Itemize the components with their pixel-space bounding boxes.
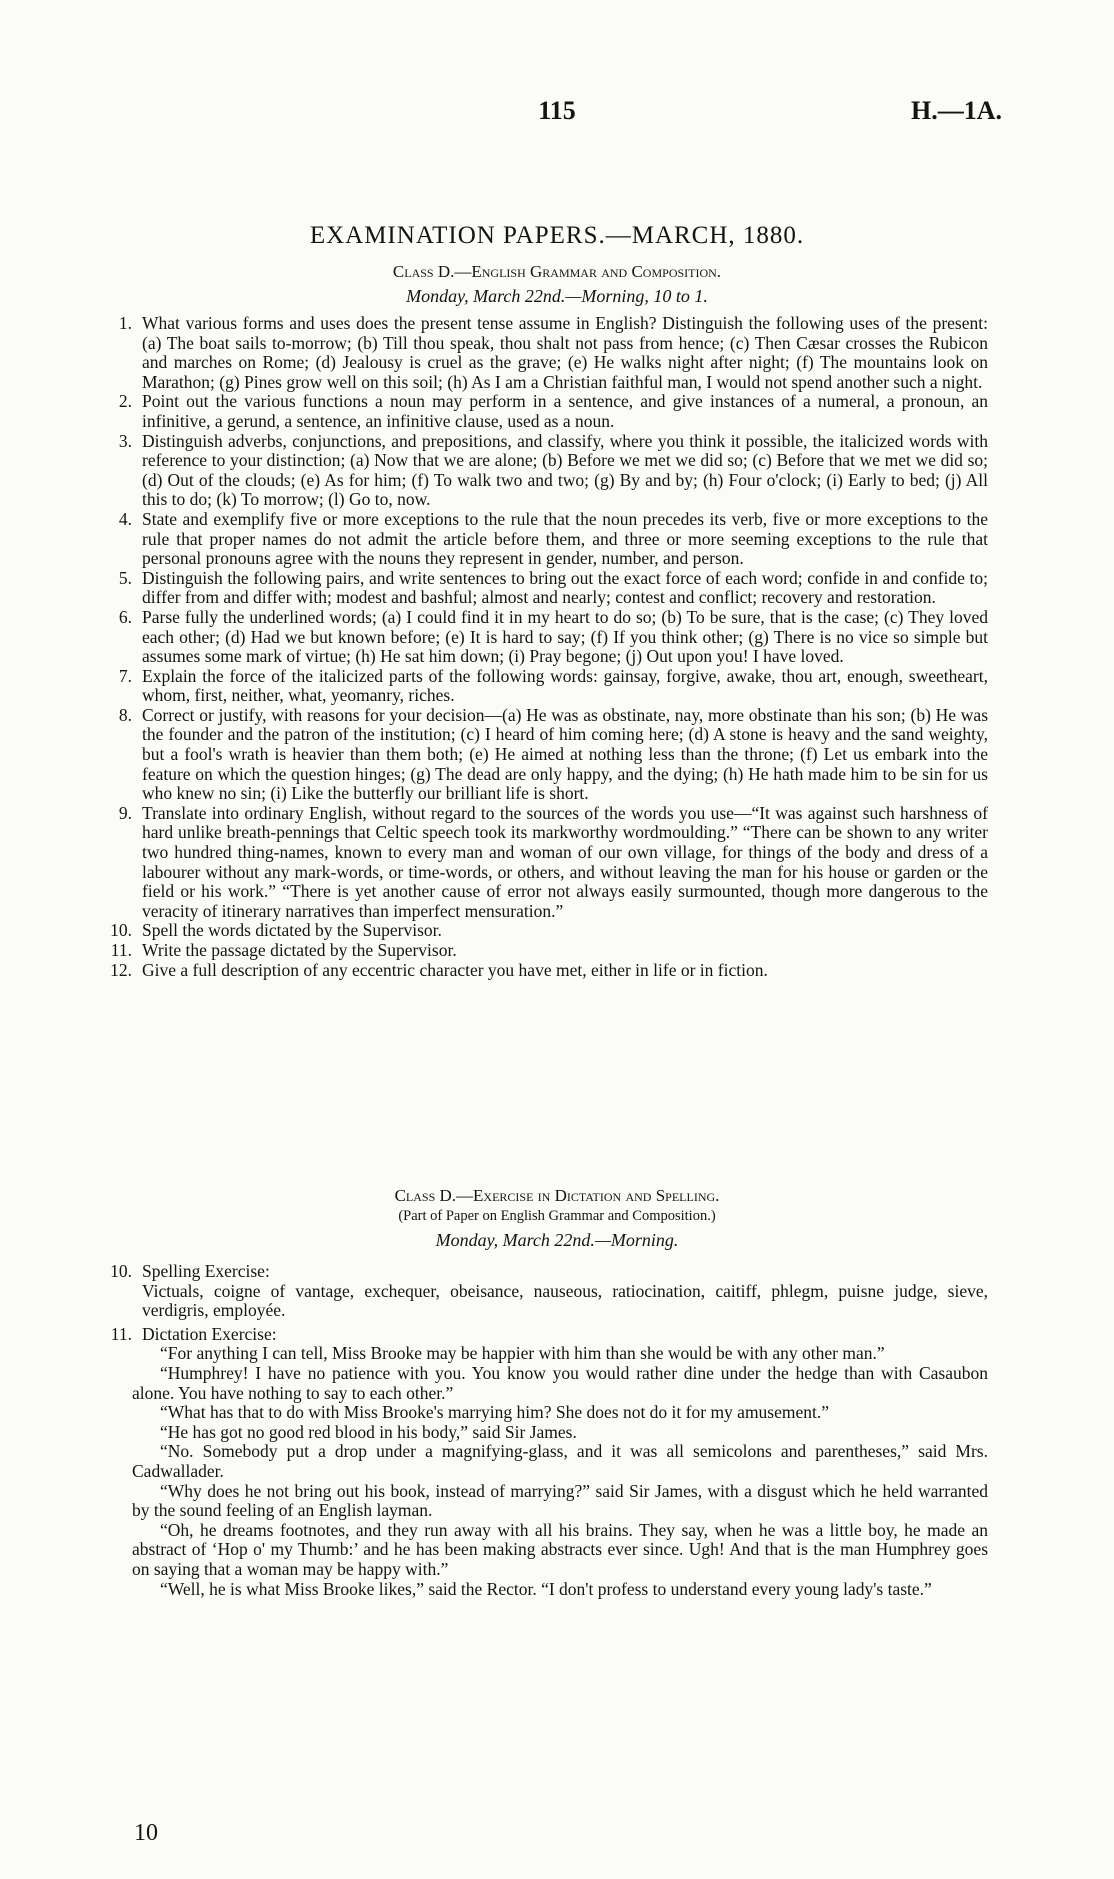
question-number: 6. [118, 606, 132, 627]
question-text: Parse fully the underlined words; (a) I could find it in my heart to do so; (b) To be sure, that is the case; (c) They loved each other; (d) Had we but known before; (e) It is hard to say; (f) If you think other; (g) There is no vice so simple but assumes some mark of virtue; (h) He sat him down; (i) Pray begone; (j) Out upon you! I have loved. [142, 606, 988, 667]
page-title: EXAMINATION PAPERS.—MARCH, 1880. [309, 222, 805, 249]
question-text: State and exemplify five or more exceptions to the rule that the noun precedes its verb, five or more exceptions to the rule that proper names do not admit the article before them, and three or more seeming exceptions to the rule that personal pronouns agree with the nouns they represent in gender, number, and person. [142, 508, 988, 569]
question-item [88, 314, 988, 392]
section2-date: Monday, March 22nd.—Morning. [435, 1230, 679, 1250]
section2-subheading: (Part of Paper on English Grammar and Composition.) [398, 1208, 716, 1224]
question-number: 9. [118, 802, 132, 823]
dictation-paragraph: “No. Somebody put a drop under a magnifying-glass, and it was all semicolons and parentheses,” said Mrs. Cadwallader. [132, 1441, 988, 1481]
section2-heading: Class D.—Exercise in Dictation and Spelling. [394, 1186, 720, 1205]
question-number: 11. [110, 940, 132, 960]
question-number: 1. [118, 313, 132, 333]
dictation-paragraph: “Humphrey! I have no patience with you. You know you would rather dine under the hedge than with Casaubon alone. You have nothing to say to each other.” [132, 1362, 988, 1403]
question-item [88, 667, 988, 706]
spelling-word-list: Victuals, coigne of vantage, exchequer, obeisance, nauseous, ratiocination, caitiff, phlegm, puisne judge, sieve, verdigris, employée. [142, 1280, 988, 1321]
dictation-paragraph: “Well, he is what Miss Brooke likes,” said the Rector. “I don't profess to understand every young lady's taste.” [160, 1578, 932, 1599]
question-number: 10. [110, 920, 132, 941]
question-number: 4. [118, 508, 132, 529]
question-item [88, 510, 988, 569]
dictation-paragraph: “He has got no good red blood in his body,” said Sir James. [160, 1421, 577, 1442]
question-item [88, 941, 988, 961]
question-text: What various forms and uses does the present tense assume in English? Distinguish the following uses of the present: (a) The boat sails to-morrow; (b) Till thou speak, thou shalt not pass from hence; (c) Then Cæsar crosses the Rubicon and marches on Rome; (d) Jealousy is cruel as the grave; (e) He walks night after night; (f) The mountains look on Marathon; (g) Pines grow well on this soil; (h) As I am a Christian faithful man, I would not spend another such a night. [142, 313, 988, 392]
question-number: 3. [118, 430, 132, 451]
question-item [88, 706, 988, 804]
question-number: 2. [118, 391, 132, 412]
item-number: 10. [110, 1261, 132, 1281]
question-item [88, 392, 988, 431]
item-label: Dictation Exercise: [142, 1323, 277, 1344]
question-text: Write the passage dictated by the Supervisor. [142, 940, 457, 960]
dictation-paragraph: “For anything I can tell, Miss Brooke may be happier with him than she would be with any other man.” [160, 1343, 885, 1364]
question-text: Give a full description of any eccentric character you have met, either in life or in fiction. [142, 959, 768, 980]
question-number: 7. [118, 665, 132, 686]
question-item [88, 608, 988, 667]
question-text: Point out the various functions a noun may perform in a sentence, and give instances of a numeral, a pronoun, an infinitive, a gerund, a sentence, an infinitive clause, used as a noun. [142, 391, 988, 431]
question-item [88, 569, 988, 608]
parliamentary-paper-reference: H.—1A. [911, 96, 1002, 125]
question-number: 8. [118, 704, 132, 725]
section1-date: Monday, March 22nd.—Morning, 10 to 1. [406, 286, 708, 306]
question-text: Spell the words dictated by the Supervisor. [142, 920, 442, 941]
dictation-paragraph: “Oh, he dreams footnotes, and they run away with all his brains. They say, when he was a little boy, he made an abstract of ‘Hop o' my Thumb:’ and he has been making abstracts ever since. Ugh! And that is the man Humphrey goes on saying that a woman may be happy with.” [132, 1519, 988, 1579]
question-text: Explain the force of the italicized parts of the following words: gainsay, forgive, awake, thou art, enough, sweetheart, whom, first, neither, what, yeomanry, riches. [142, 665, 988, 706]
question-text: Distinguish adverbs, conjunctions, and prepositions, and classify, where you think it possible, the italicized words with reference to your distinction; (a) Now that we are alone; (b) Before we met we did so; (c) Before that we met we did so; (d) Out of the clouds; (e) As for him; (f) To walk two and two; (g) By and by; (h) Four o'clock; (i) Early to bed; (j) All this to do; (k) To morrow; (l) Go to, now. [142, 430, 988, 510]
item-number: 11. [110, 1323, 132, 1344]
dictation-exercise [88, 1325, 988, 1345]
question-item [88, 804, 988, 922]
dictation-paragraph: “What has that to do with Miss Brooke's marrying him? She does not do it for my amusement.” [160, 1402, 830, 1423]
question-item [88, 961, 988, 981]
question-text: Distinguish the following pairs, and write sentences to bring out the exact force of each word; confide in and confide to; differ from and differ with; modest and bashful; almost and nearly; contest and conflict; recovery and restoration. [142, 567, 988, 608]
dictation-passage [88, 1344, 988, 1599]
question-item [88, 432, 988, 510]
question-text: Translate into ordinary English, without regard to the sources of the words you use—“It was against such harshness of hard unlike breath-pennings that Celtic speech took its markworthy wordmoulding.” “There can be shown to any writer two hundred thing-names, known to every man and woman of our own village, for things of the body and dress of a labourer without any mark-words, or time-words, or others, and without leaving the man for his house or garden or the field or his work.” “There is yet another cause of error not always easily surmounted, though more dangerous to the veracity of itinerary narratives than imperfect mensuration.” [142, 802, 988, 921]
dictation-paragraph: “Why does he not bring out his book, instead of marrying?” said Sir James, with a disgust which he held warranted by the sound feeling of an English layman. [132, 1480, 988, 1521]
question-number: 5. [118, 567, 132, 588]
spelling-exercise [88, 1262, 988, 1282]
question-number: 12. [110, 959, 132, 980]
page-number: 115 [538, 96, 576, 125]
question-item [88, 921, 988, 941]
section1-heading: Class D.—English Grammar and Composition. [392, 262, 722, 281]
dictation-spelling-section [88, 1262, 988, 1599]
question-list [88, 314, 988, 980]
item-label: Spelling Exercise: [142, 1261, 270, 1281]
signature-number: 10 [134, 1820, 158, 1846]
question-text: Correct or justify, with reasons for your decision—(a) He was as obstinate, nay, more obstinate than his son; (b) He was the founder and the patron of the institution; (c) I heard of him coming here; (d) A stone is heavy and the sand weighty, but a fool's wrath is heavier than them both; (e) He aimed at nothing less than the throne; (f) Let us embark into the feature on which the question hinges; (g) The dead are only happy, and the dying; (h) He hath made him to be sin for us who knew no sin; (i) Like the butterfly our brilliant life is short. [142, 704, 988, 804]
